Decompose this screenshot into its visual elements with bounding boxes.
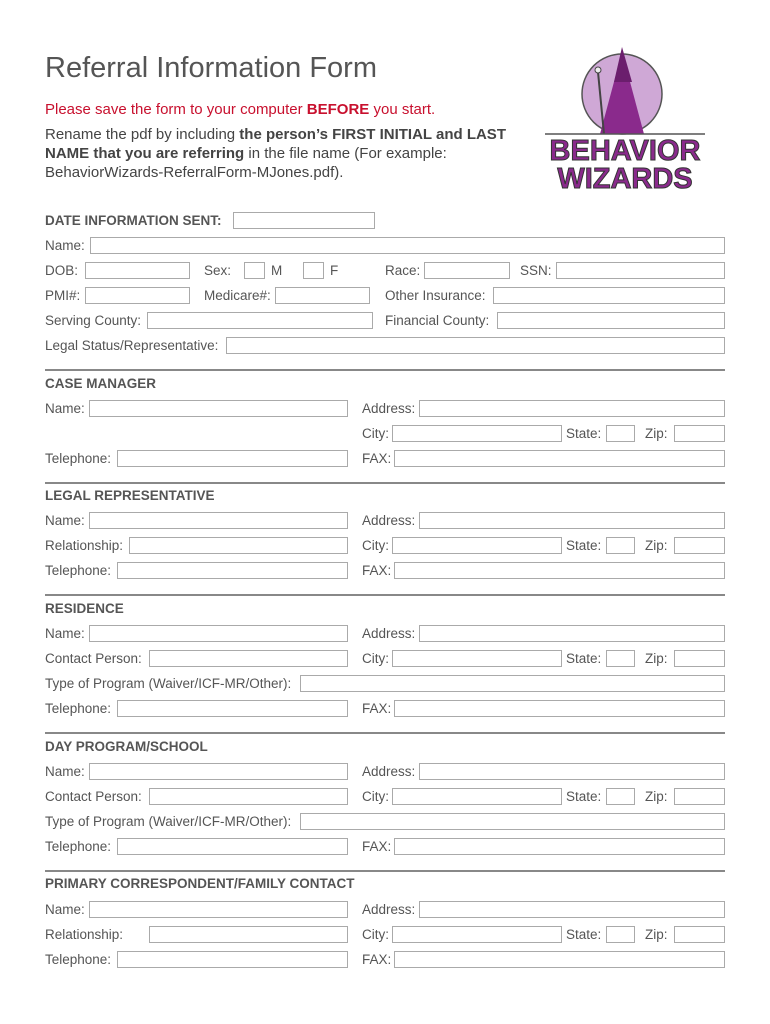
lr-zip-field[interactable] [674,537,725,554]
legal-rep-heading: LEGAL REPRESENTATIVE [45,488,215,503]
case-manager-heading: CASE MANAGER [45,376,157,391]
pmi-label: PMI#: [45,288,81,303]
cm-telephone-field[interactable] [117,450,348,467]
lr-name-field[interactable] [89,512,348,529]
legal-status-label: Legal Status/Representative: [45,338,219,353]
res-address-label: Address: [362,626,416,641]
pc-city-label: City: [362,927,389,942]
section-divider [45,732,725,734]
res-state-label: State: [566,651,602,666]
res-name-field[interactable] [89,625,348,642]
res-telephone-label: Telephone: [45,701,112,716]
other-insurance-label: Other Insurance: [385,288,486,303]
section-divider [45,482,725,484]
financial-county-field[interactable] [497,312,725,329]
lr-address-field[interactable] [419,512,725,529]
cm-telephone-label: Telephone: [45,451,112,466]
dp-state-label: State: [566,789,602,804]
serving-county-label: Serving County: [45,313,142,328]
dp-name-field[interactable] [89,763,348,780]
serving-county-field[interactable] [147,312,373,329]
dp-city-label: City: [362,789,389,804]
dp-address-label: Address: [362,764,416,779]
pc-name-label: Name: [45,902,85,917]
dp-address-field[interactable] [419,763,725,780]
dp-telephone-label: Telephone: [45,839,112,854]
pc-fax-field[interactable] [394,951,725,968]
res-fax-field[interactable] [394,700,725,717]
res-name-label: Name: [45,626,85,641]
dp-fax-field[interactable] [394,838,725,855]
financial-county-label: Financial County: [385,313,490,328]
res-contact-field[interactable] [149,650,348,667]
race-field[interactable] [424,262,510,279]
res-city-field[interactable] [392,650,562,667]
res-contact-label: Contact Person: [45,651,142,666]
pc-city-field[interactable] [392,926,562,943]
res-address-field[interactable] [419,625,725,642]
rename-instructions: Rename the pdf by including the person’s FIRST INITIAL and LAST NAME that you are referring in the file name (For example: BehaviorWizards-ReferralForm-MJones.pdf). [45,126,506,181]
name-field[interactable] [90,237,725,254]
lr-relationship-field[interactable] [129,537,348,554]
cm-name-label: Name: [45,401,85,416]
section-divider [45,594,725,596]
pc-zip-field[interactable] [674,926,725,943]
res-fax-label: FAX: [362,701,392,716]
pc-fax-label: FAX: [362,952,392,967]
name-label: Name: [45,238,85,253]
pc-telephone-field[interactable] [117,951,348,968]
lr-city-field[interactable] [392,537,562,554]
cm-name-field[interactable] [89,400,348,417]
sex-m-label: M [271,263,283,278]
section-divider [45,369,725,371]
cm-address-field[interactable] [419,400,725,417]
cm-zip-label: Zip: [645,426,668,441]
legal-status-field[interactable] [226,337,725,354]
lr-address-label: Address: [362,513,416,528]
pc-address-label: Address: [362,902,416,917]
behavior-wizards-logo [540,42,710,197]
residence-heading: RESIDENCE [45,601,124,616]
page-title: Referral Information Form [45,52,377,84]
dp-telephone-field[interactable] [117,838,348,855]
lr-name-label: Name: [45,513,85,528]
res-city-label: City: [362,651,389,666]
cm-address-label: Address: [362,401,416,416]
dp-fax-label: FAX: [362,839,392,854]
cm-state-label: State: [566,426,602,441]
sex-f-checkbox[interactable] [303,262,324,279]
cm-fax-field[interactable] [394,450,725,467]
logo-line2: WIZARDS [557,163,693,195]
pmi-field[interactable] [85,287,190,304]
dp-name-label: Name: [45,764,85,779]
dp-contact-field[interactable] [149,788,348,805]
sex-f-label: F [330,263,339,278]
sex-label: Sex: [204,263,232,278]
cm-zip-field[interactable] [674,425,725,442]
pc-name-field[interactable] [89,901,348,918]
res-program-label: Type of Program (Waiver/ICF-MR/Other): [45,676,292,691]
race-label: Race: [385,263,421,278]
pc-address-field[interactable] [419,901,725,918]
medicare-label: Medicare#: [204,288,271,303]
res-state-field[interactable] [606,650,635,667]
dob-label: DOB: [45,263,79,278]
pc-state-field[interactable] [606,926,635,943]
sex-m-checkbox[interactable] [244,262,265,279]
save-warning: Please save the form to your computer BEFORE you start. [45,101,436,118]
lr-fax-field[interactable] [394,562,725,579]
cm-state-field[interactable] [606,425,635,442]
date-sent-field[interactable] [233,212,375,229]
pc-telephone-label: Telephone: [45,952,112,967]
dp-zip-field[interactable] [674,788,725,805]
cm-city-field[interactable] [392,425,562,442]
lr-telephone-field[interactable] [117,562,348,579]
res-zip-field[interactable] [674,650,725,667]
dp-zip-label: Zip: [645,789,668,804]
dob-field[interactable] [85,262,190,279]
primary-contact-heading: PRIMARY CORRESPONDENT/FAMILY CONTACT [45,876,355,891]
lr-telephone-label: Telephone: [45,563,112,578]
res-program-field[interactable] [300,675,725,692]
ssn-field[interactable] [556,262,725,279]
pc-state-label: State: [566,927,602,942]
ssn-label: SSN: [520,263,552,278]
lr-state-label: State: [566,538,602,553]
other-insurance-field[interactable] [493,287,725,304]
lr-zip-label: Zip: [645,538,668,553]
dp-program-label: Type of Program (Waiver/ICF-MR/Other): [45,814,292,829]
lr-relationship-label: Relationship: [45,538,124,553]
dp-city-field[interactable] [392,788,562,805]
lr-state-field[interactable] [606,537,635,554]
res-zip-label: Zip: [645,651,668,666]
date-sent-label: DATE INFORMATION SENT: [45,213,222,228]
logo-line1: BEHAVIOR [549,135,701,167]
dp-program-field[interactable] [300,813,725,830]
medicare-field[interactable] [275,287,370,304]
day-program-heading: DAY PROGRAM/SCHOOL [45,739,208,754]
lr-city-label: City: [362,538,389,553]
dp-contact-label: Contact Person: [45,789,142,804]
dp-state-field[interactable] [606,788,635,805]
cm-fax-label: FAX: [362,451,392,466]
lr-fax-label: FAX: [362,563,392,578]
res-telephone-field[interactable] [117,700,348,717]
pc-relationship-field[interactable] [149,926,348,943]
section-divider [45,870,725,872]
cm-city-label: City: [362,426,389,441]
pc-relationship-label: Relationship: [45,927,124,942]
pc-zip-label: Zip: [645,927,668,942]
